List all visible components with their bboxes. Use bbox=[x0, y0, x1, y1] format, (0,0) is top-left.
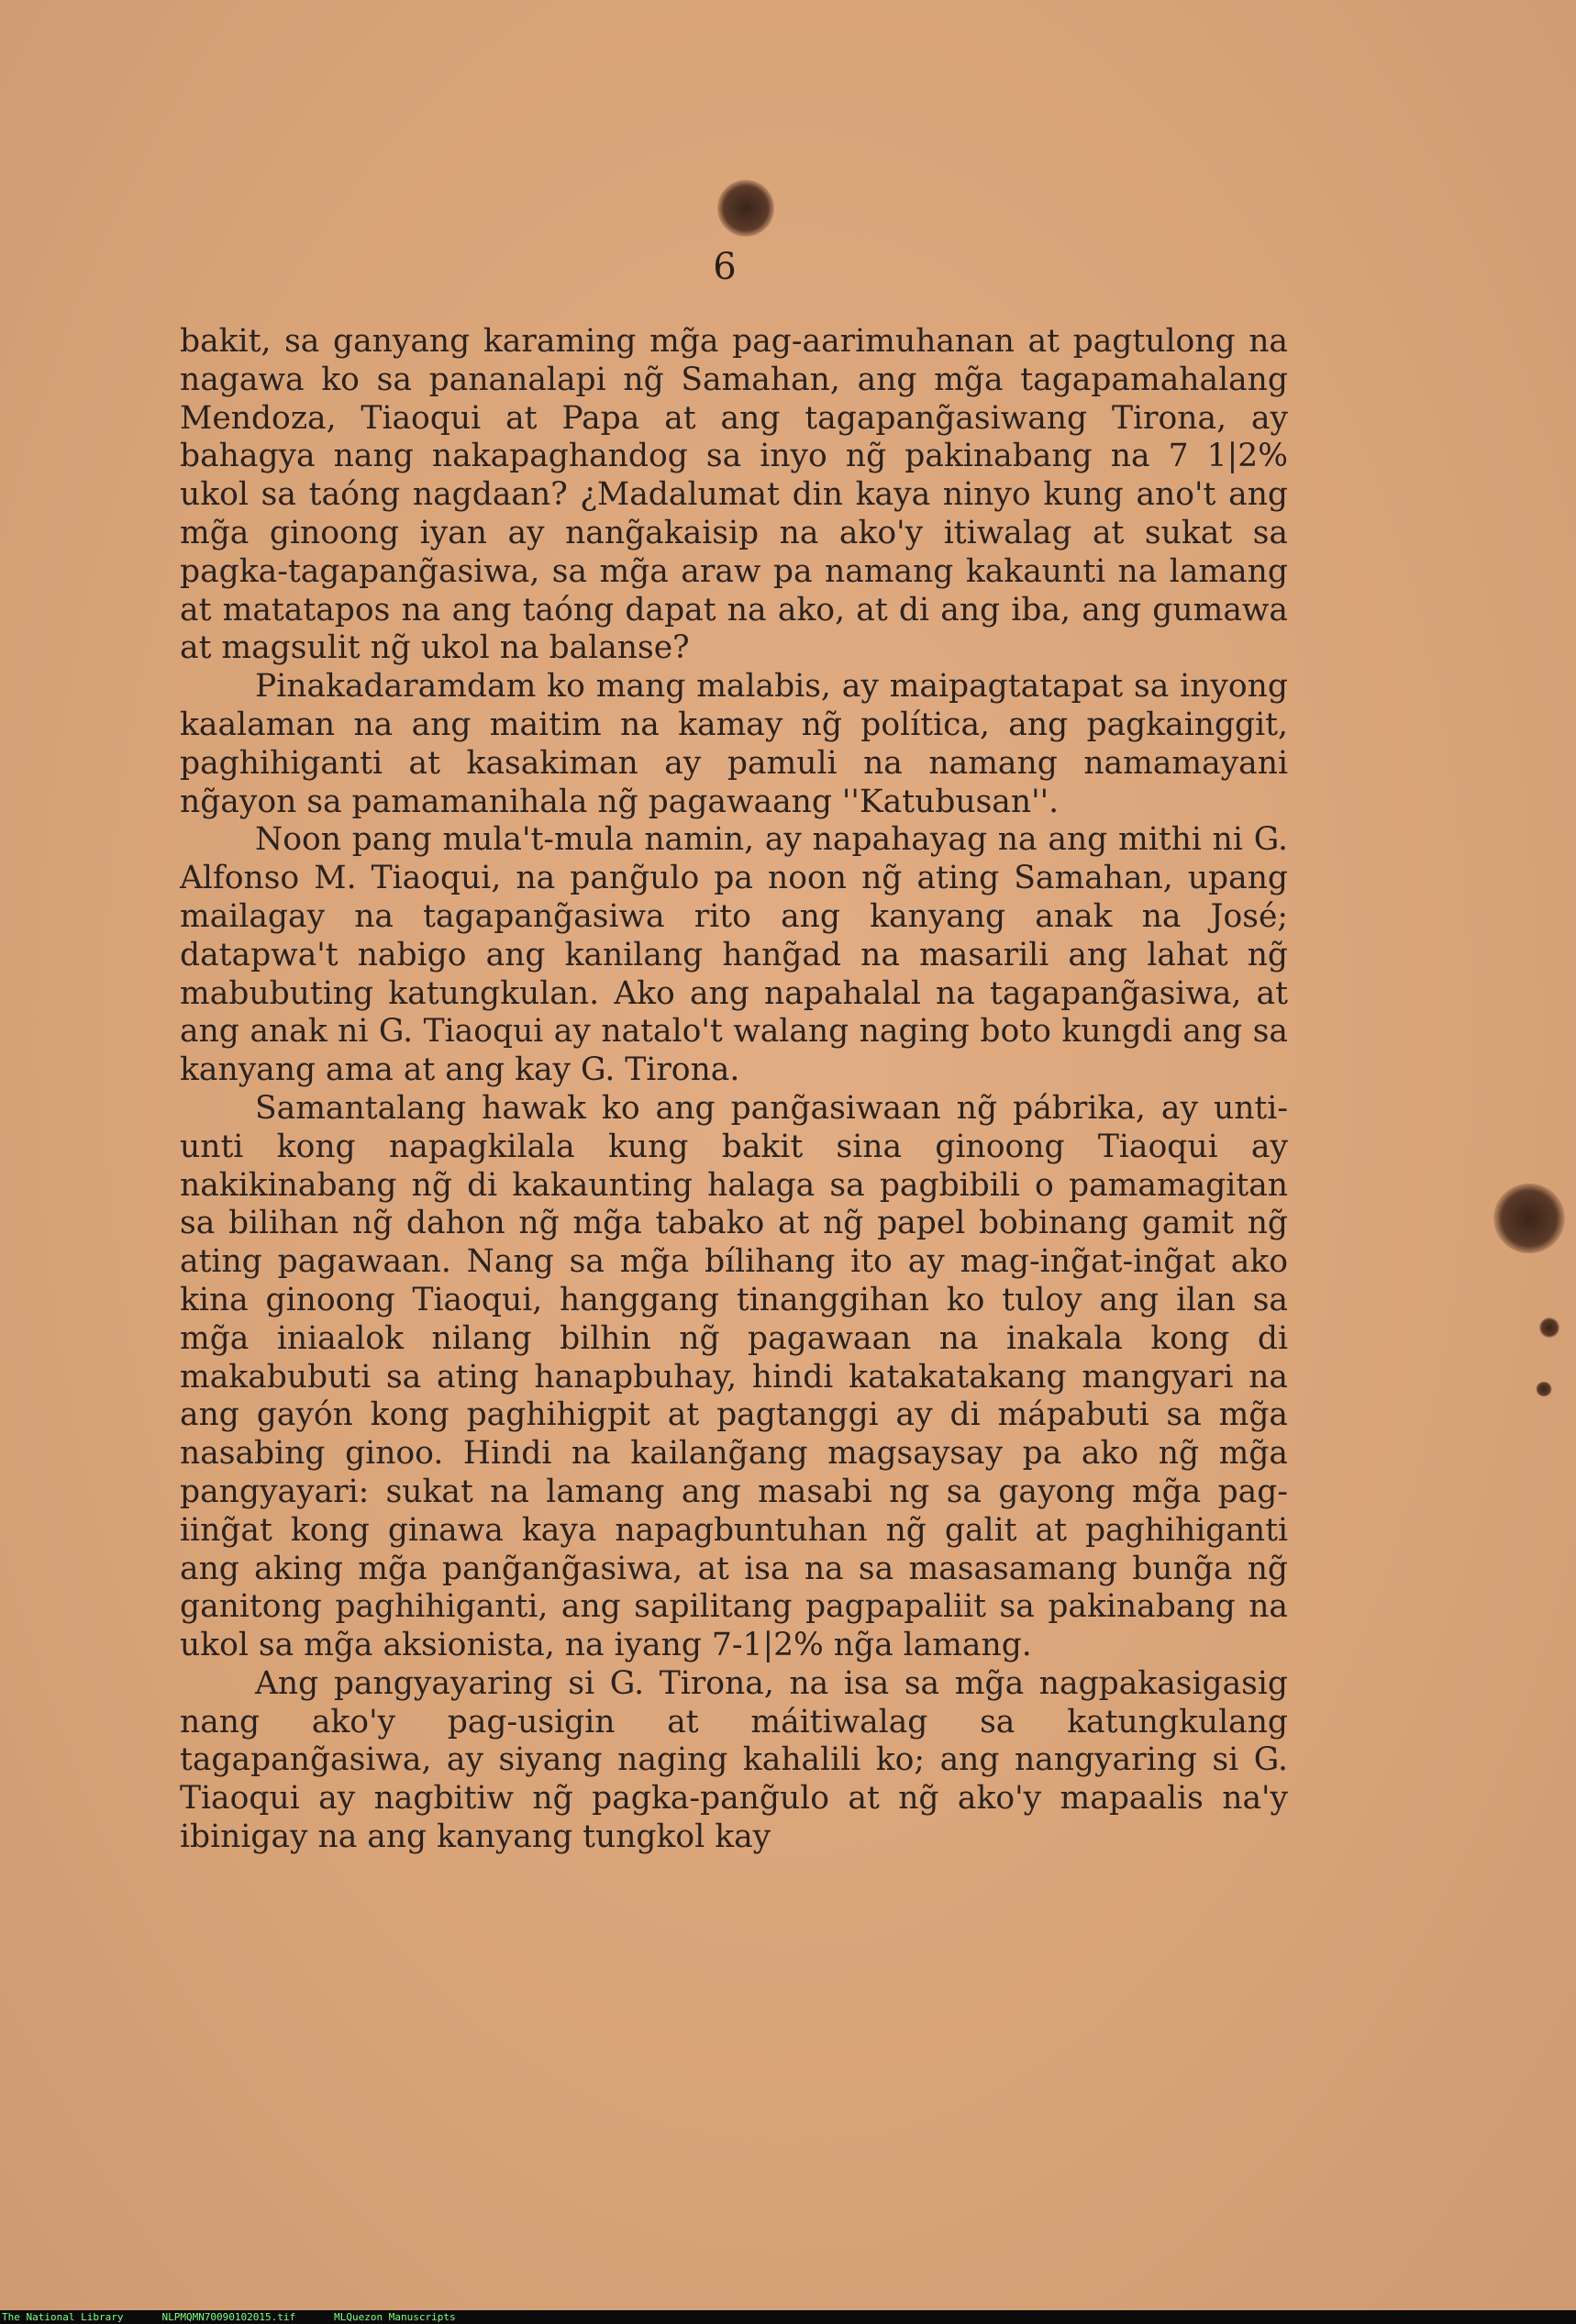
body-text bbox=[180, 323, 1288, 1857]
page-number: 6 bbox=[713, 246, 737, 288]
paper-spot-right-1 bbox=[1539, 1318, 1559, 1338]
paper-spot-right-2 bbox=[1536, 1382, 1552, 1396]
binding-hole-top bbox=[717, 180, 774, 237]
scan-footer-bar bbox=[0, 2310, 1576, 2324]
binding-hole-right bbox=[1493, 1184, 1565, 1253]
paragraph-5: Ang pangyayaring si G. Tirona, na isa sa mg̃a nagpakasigasig nang ako'y pag-usigin at máitiwalag sa katungkulang tagapang̃asiwa, ay siyang naging kahalili ko; ang nangyaring si G. Tiaoqui ay nagbitiw ng̃ pagka-pang̃ulo at ng̃ ako'y mapaalis na'y ibinigay na ang kanyang tungkol kay bbox=[180, 1664, 1288, 1856]
footer-library: The National Library bbox=[2, 2311, 124, 2323]
paragraph-2: Pinakadaramdam ko mang malabis, ay maipagtatapat sa inyong kaalaman na ang maitim na kamay ng̃ política, ang pagkainggit, paghihiganti at kasakiman ay pamuli na namang namamayani ng̃ayon sa pamamanihala ng̃ pagawaang ''Katubusan''. bbox=[180, 668, 1288, 820]
paragraph-1: bakit, sa ganyang karaming mg̃a pag-aarimuhanan at pagtulong na nagawa ko sa pananalapi ng̃ Samahan, ang mg̃a tagapamahalang Mendoza, Tiaoqui at Papa at ang tagapang̃asiwang Tirona, ay bahagya nang nakapaghandog sa inyo ng̃ pakinabang na 7 1|2% ukol sa taóng nagdaan? ¿Madalumat din kaya ninyo kung ano't ang mg̃a ginoong iyan ay nang̃akaisip na ako'y itiwalag at sukat sa pagka-tagapang̃asiwa, sa mg̃a araw pa namang kakaunti na lamang at matatapos na ang taóng dapat na ako, at di ang iba, ang gumawa at magsulit ng̃ ukol na balanse? bbox=[180, 323, 1288, 667]
footer-file: NLPMQMN70090102015.tif bbox=[161, 2311, 296, 2323]
footer-collection: MLQuezon Manuscripts bbox=[334, 2311, 456, 2323]
paragraph-3: Noon pang mula't-mula namin, ay napahayag na ang mithi ni G. Alfonso M. Tiaoqui, na pang̃ulo pa noon ng̃ ating Samahan, upang mailagay na tagapang̃asiwa rito ang kanyang anak na José; datapwa't nabigo ang kanilang hang̃ad na masarili ang lahat ng̃ mabubuting katungkulan. Ako ang napahalal na tagapang̃asiwa, at ang anak ni G. Tiaoqui ay natalo't walang naging boto kungdi ang sa kanyang ama at ang kay G. Tirona. bbox=[180, 821, 1288, 1089]
paragraph-4: Samantalang hawak ko ang pang̃asiwaan ng̃ pábrika, ay unti-unti kong napagkilala kung bakit sina ginoong Tiaoqui ay nakikinabang ng̃ di kakaunting halaga sa pagbibili o pamamagitan sa bilihan ng̃ dahon ng̃ mg̃a tabako at ng̃ papel bobinang gamit ng̃ ating pagawaan. Nang sa mg̃a bílihang ito ay mag-ing̃at-ing̃at ako kina ginoong Tiaoqui, hanggang tinanggihan ko tuloy ang ilan sa mg̃a iniaalok nilang bilhin ng̃ pagawaan na inakala kong di makabubuti sa ating hanapbuhay, hindi katakatakang mangyari na ang gayón kong paghihigpit at pagtanggi ay di mápabuti sa mg̃a nasabing ginoo. Hindi na kailang̃ang magsaysay pa ako ng̃ mg̃a pangyayari: sukat na lamang ang masabi ng sa gayong mg̃a pag-iing̃at kong ginawa kaya napagbuntuhan ng̃ galit at paghihiganti ang aking mg̃a pang̃ang̃asiwa, at isa na sa masasamang bung̃a ng̃ ganitong paghihiganti, ang sapilitang pagpapaliit sa pakinabang na ukol sa mg̃a aksionista, na iyang 7-1|2% ng̃a lamang. bbox=[180, 1089, 1288, 1664]
